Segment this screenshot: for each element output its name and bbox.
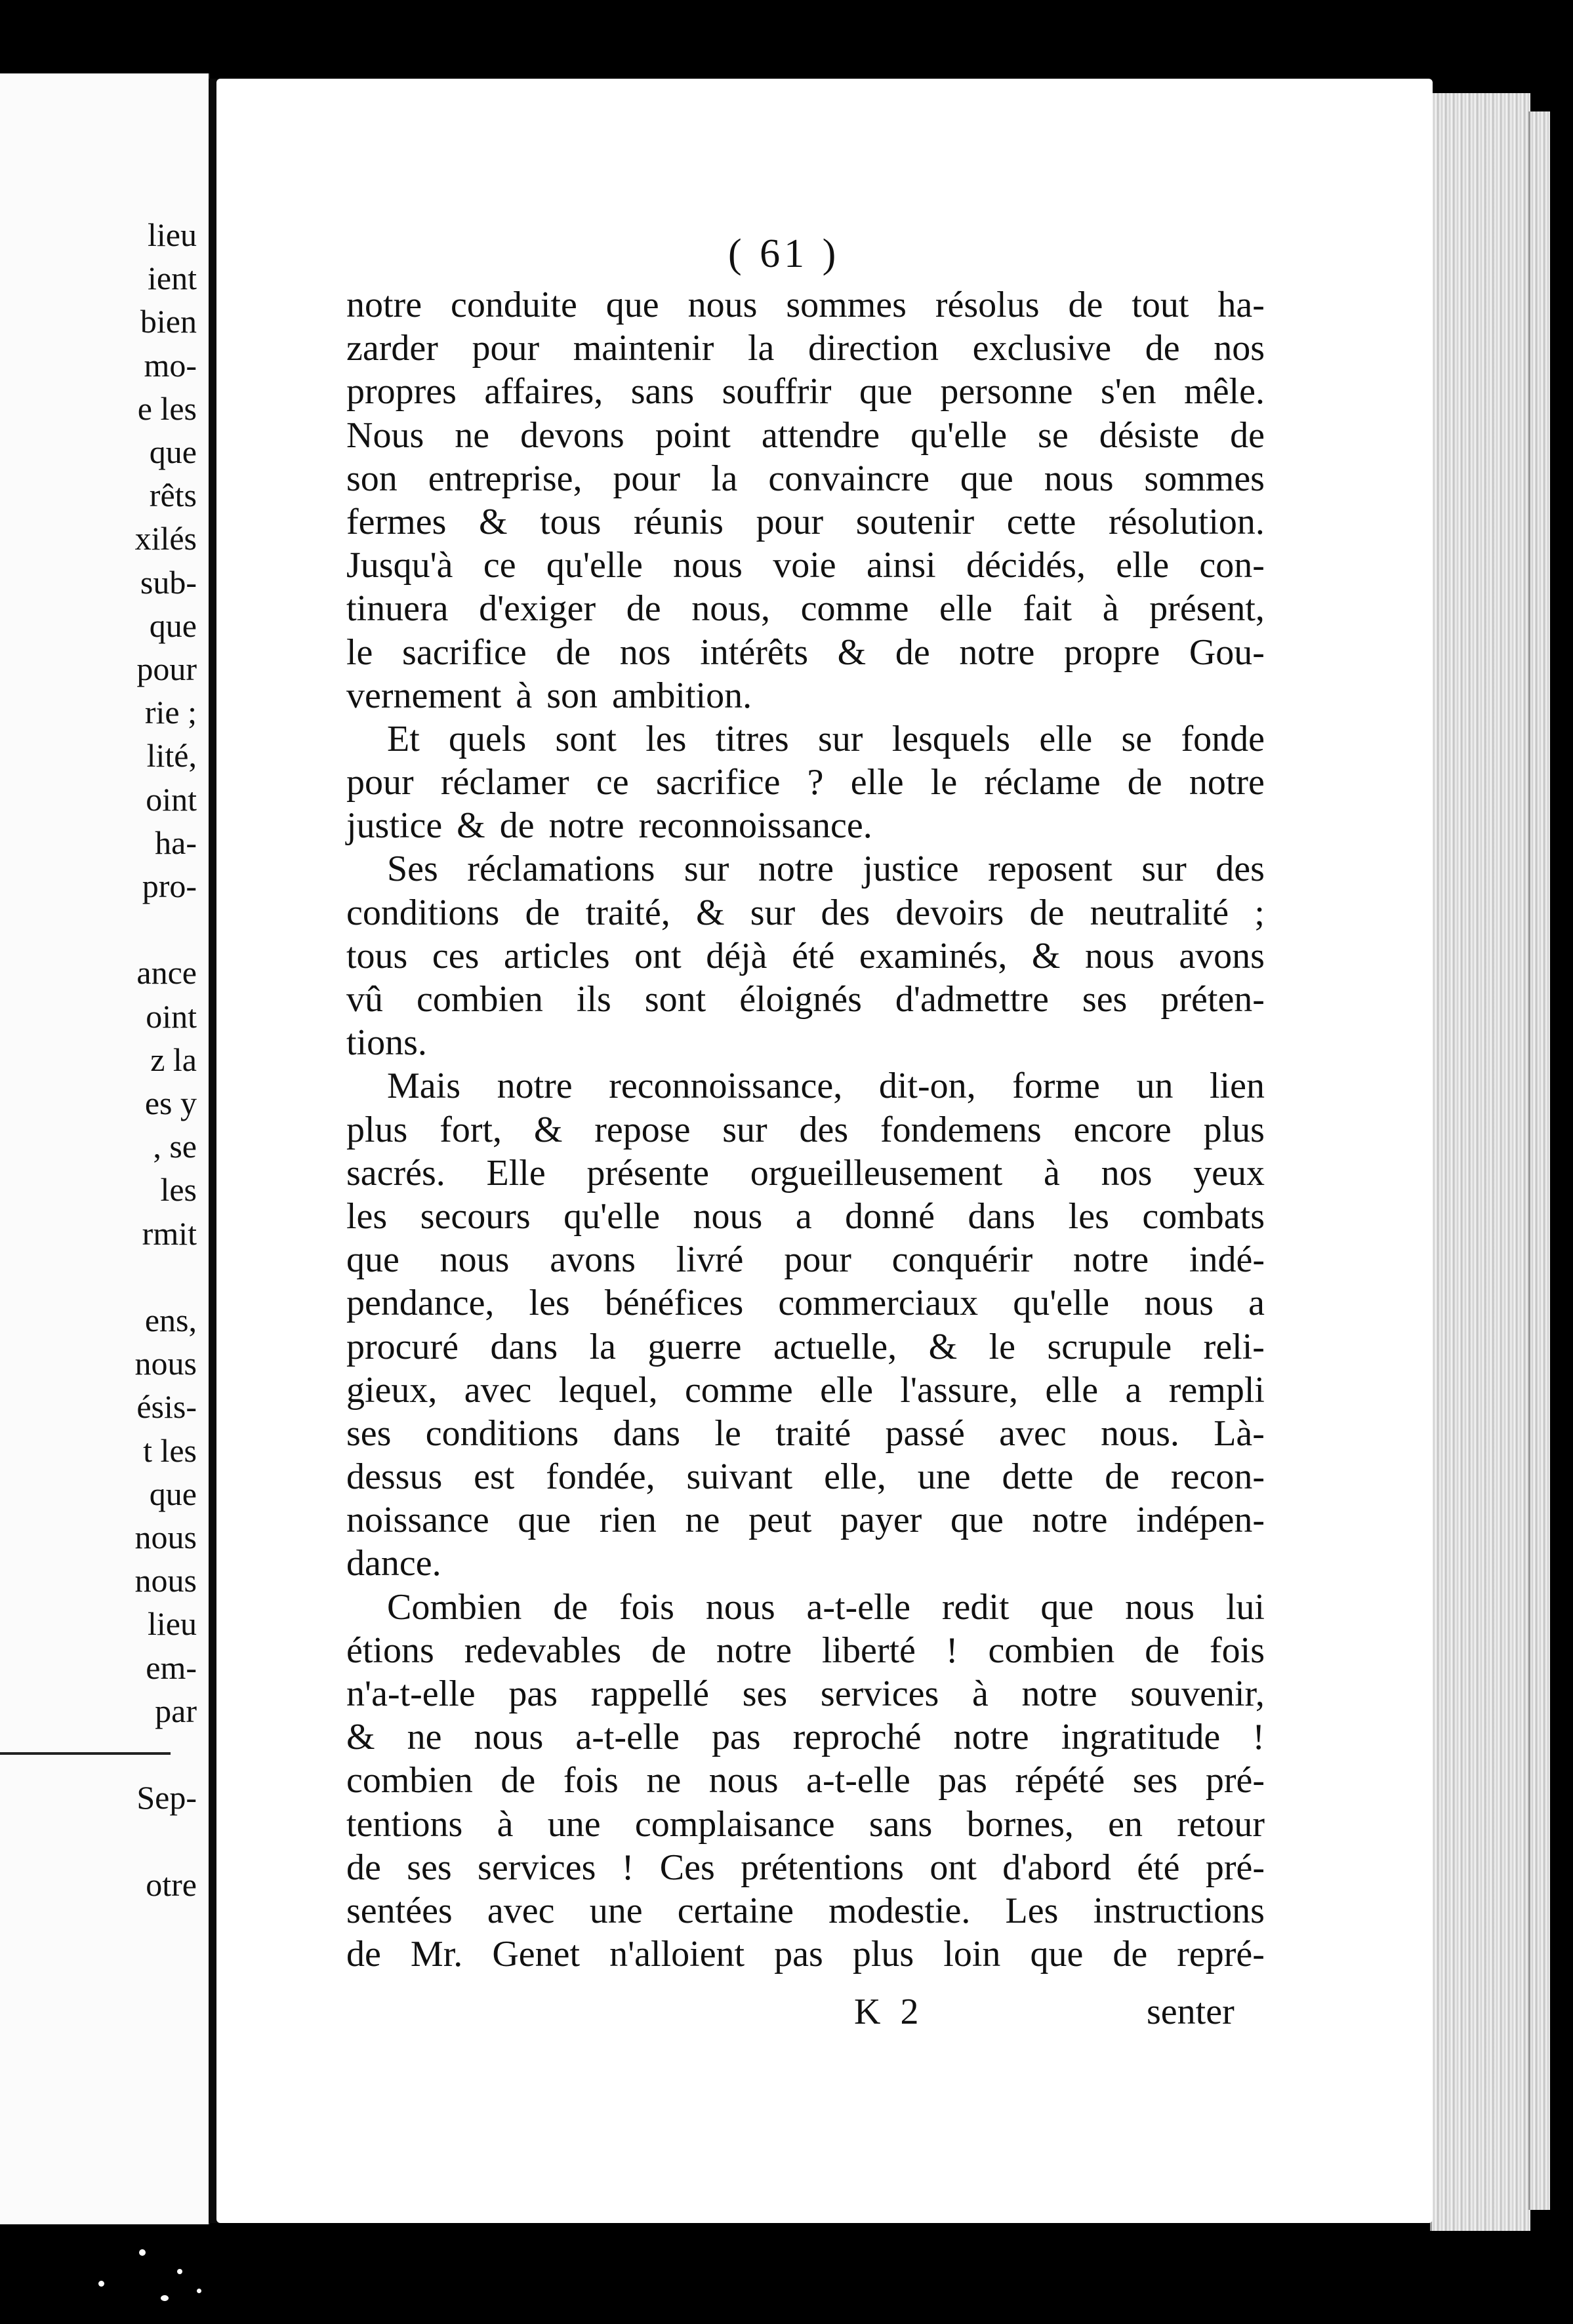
left-page-fragment: par bbox=[155, 1692, 197, 1729]
text-line: combien de fois ne nous a-t-elle pas répété ses pré- bbox=[346, 1760, 1265, 1801]
page-edges-outer bbox=[1528, 111, 1550, 2210]
left-page-fragment: e les bbox=[137, 390, 197, 427]
text-line: de Mr. Genet n'alloient pas plus loin que de repré- bbox=[346, 1934, 1265, 1975]
text-line: noissance que rien ne peut payer que notre indépen- bbox=[346, 1500, 1265, 1541]
left-page-fragment: que bbox=[149, 433, 197, 470]
text-line: pour réclamer ce sacrifice ? elle le réclame de notre bbox=[346, 762, 1265, 803]
left-page-fragment: ance bbox=[136, 954, 197, 992]
left-page-fragment: xilés bbox=[134, 520, 197, 557]
text-line: dance. bbox=[346, 1543, 441, 1584]
left-page-fragment: nous bbox=[134, 1345, 197, 1382]
dust-speck bbox=[98, 2281, 104, 2287]
left-page-fragment: ha- bbox=[155, 824, 197, 861]
left-page-fragment: lité, bbox=[146, 737, 197, 774]
text-line: le sacrifice de nos intérêts & de notre propre Gou- bbox=[346, 631, 1265, 673]
left-page-fragment: es y bbox=[144, 1085, 197, 1121]
text-line: étions redevables de notre liberté ! combien de fois bbox=[346, 1630, 1265, 1671]
dust-speck bbox=[139, 2249, 146, 2256]
text-line: procuré dans la guerre actuelle, & le scrupule reli- bbox=[346, 1326, 1265, 1367]
page-number-heading: ( 61 ) bbox=[728, 231, 840, 276]
text-line: sentées avec une certaine modestie. Les instructions bbox=[346, 1890, 1265, 1931]
left-page-fragment: nous bbox=[134, 1562, 197, 1599]
left-page-fragment: lieu bbox=[148, 216, 197, 253]
left-page-fragment: , se bbox=[153, 1128, 197, 1165]
text-line: les secours qu'elle nous a donné dans les combats bbox=[346, 1195, 1265, 1237]
left-page-fragment: oint bbox=[146, 780, 197, 818]
left-page-fragment: mo- bbox=[144, 346, 197, 384]
text-line: Nous ne devons point attendre qu'elle se désiste de bbox=[346, 414, 1265, 456]
text-line: vû combien ils sont éloignés d'admettre ses préten- bbox=[346, 979, 1265, 1020]
text-line: propres affaires, sans souffrir que personne s'en mêle. bbox=[346, 371, 1265, 412]
text-line: conditions de traité, & sur des devoirs de neutralité ; bbox=[346, 892, 1265, 933]
left-page-fragment: sub- bbox=[140, 563, 197, 601]
text-line: son entreprise, pour la convaincre que nous sommes bbox=[346, 458, 1265, 499]
dust-speck bbox=[197, 2289, 201, 2293]
text-line: tous ces articles ont déjà été examinés, & nous avons bbox=[346, 935, 1265, 976]
text-line: Combien de fois nous a-t-elle redit que nous lui bbox=[387, 1586, 1265, 1628]
text-line: vernement à son ambition. bbox=[346, 675, 752, 716]
left-page-fragment: bien bbox=[140, 303, 197, 340]
text-line: notre conduite que nous sommes résolus de tout ha- bbox=[346, 285, 1265, 325]
text-line: que nous avons livré pour conquérir notre indé- bbox=[346, 1239, 1265, 1281]
text-line: n'a-t-elle pas rappellé ses services à notre souvenir, bbox=[346, 1673, 1265, 1714]
text-line: dessus est fondée, suivant elle, une dette de recon- bbox=[346, 1456, 1265, 1498]
text-line: plus fort, & repose sur des fondemens encore plus bbox=[346, 1109, 1265, 1150]
text-line: Et quels sont les titres sur lesquels elle se fonde bbox=[387, 718, 1265, 759]
left-page-fragment: t les bbox=[143, 1432, 197, 1469]
text-line: pendance, les bénéfices commerciaux qu'elle nous a bbox=[346, 1283, 1265, 1324]
text-line: tinuera d'exiger de nous, comme elle fait à présent, bbox=[346, 588, 1265, 630]
left-page-fragment: que bbox=[149, 1475, 197, 1512]
left-page-fragment: rie ; bbox=[144, 694, 197, 731]
footnote-rule bbox=[0, 1752, 171, 1755]
dust-speck bbox=[1348, 102, 1353, 107]
catchword: senter bbox=[1147, 1992, 1235, 2032]
text-line: gieux, avec lequel, comme elle l'assure, elle a rempli bbox=[346, 1369, 1265, 1411]
left-page-fragment: Sep- bbox=[136, 1779, 197, 1816]
page-edges bbox=[1430, 93, 1530, 2231]
signature-mark: K 2 bbox=[854, 1992, 924, 2032]
left-page-fragment: les bbox=[160, 1171, 197, 1209]
text-line: ses conditions dans le traité passé avec nous. Là- bbox=[346, 1412, 1265, 1454]
left-page-fragment: otre bbox=[146, 1866, 197, 1903]
left-page-fragment: pour bbox=[136, 651, 197, 687]
text-line: sacrés. Elle présente orgueilleusement à nos yeux bbox=[346, 1152, 1265, 1193]
previous-page bbox=[0, 73, 210, 2224]
left-page-fragment: oint bbox=[146, 997, 197, 1035]
text-line: zarder pour maintenir la direction exclusive de nos bbox=[346, 328, 1265, 369]
text-line: Jusqu'à ce qu'elle nous voie ainsi décidés, elle con- bbox=[346, 545, 1265, 586]
left-page-fragment: ient bbox=[148, 260, 197, 297]
body-text bbox=[346, 283, 1265, 1976]
text-line: Ses réclamations sur notre justice reposent sur des bbox=[387, 849, 1265, 890]
left-page-fragment: lieu bbox=[148, 1605, 197, 1643]
left-page-fragment: pro- bbox=[142, 868, 197, 904]
text-line: tentions à une complaisance sans bornes, en retour bbox=[346, 1803, 1265, 1845]
text-line: tions. bbox=[346, 1022, 427, 1064]
text-line: Mais notre reconnoissance, dit-on, forme un lien bbox=[387, 1066, 1265, 1107]
text-line: & ne nous a-t-elle pas reproché notre ingratitude ! bbox=[346, 1717, 1265, 1758]
text-line: fermes & tous réunis pour soutenir cette résolution. bbox=[346, 501, 1265, 542]
left-page-fragment: rêts bbox=[149, 477, 197, 514]
text-line: de ses services ! Ces prétentions ont d'abord été pré- bbox=[346, 1847, 1265, 1888]
left-page-fragment: z la bbox=[150, 1041, 197, 1078]
left-page-fragment: rmit bbox=[142, 1214, 197, 1252]
left-page-fragment: em- bbox=[146, 1649, 197, 1686]
left-page-fragment: ens, bbox=[144, 1302, 197, 1338]
dust-speck bbox=[161, 2295, 169, 2301]
left-page-fragment: ésis- bbox=[136, 1388, 197, 1426]
text-line: justice & de notre reconnoissance. bbox=[346, 805, 872, 847]
dust-speck bbox=[177, 2269, 182, 2274]
left-page-fragment: que bbox=[149, 607, 197, 644]
left-page-fragment: nous bbox=[134, 1519, 197, 1555]
